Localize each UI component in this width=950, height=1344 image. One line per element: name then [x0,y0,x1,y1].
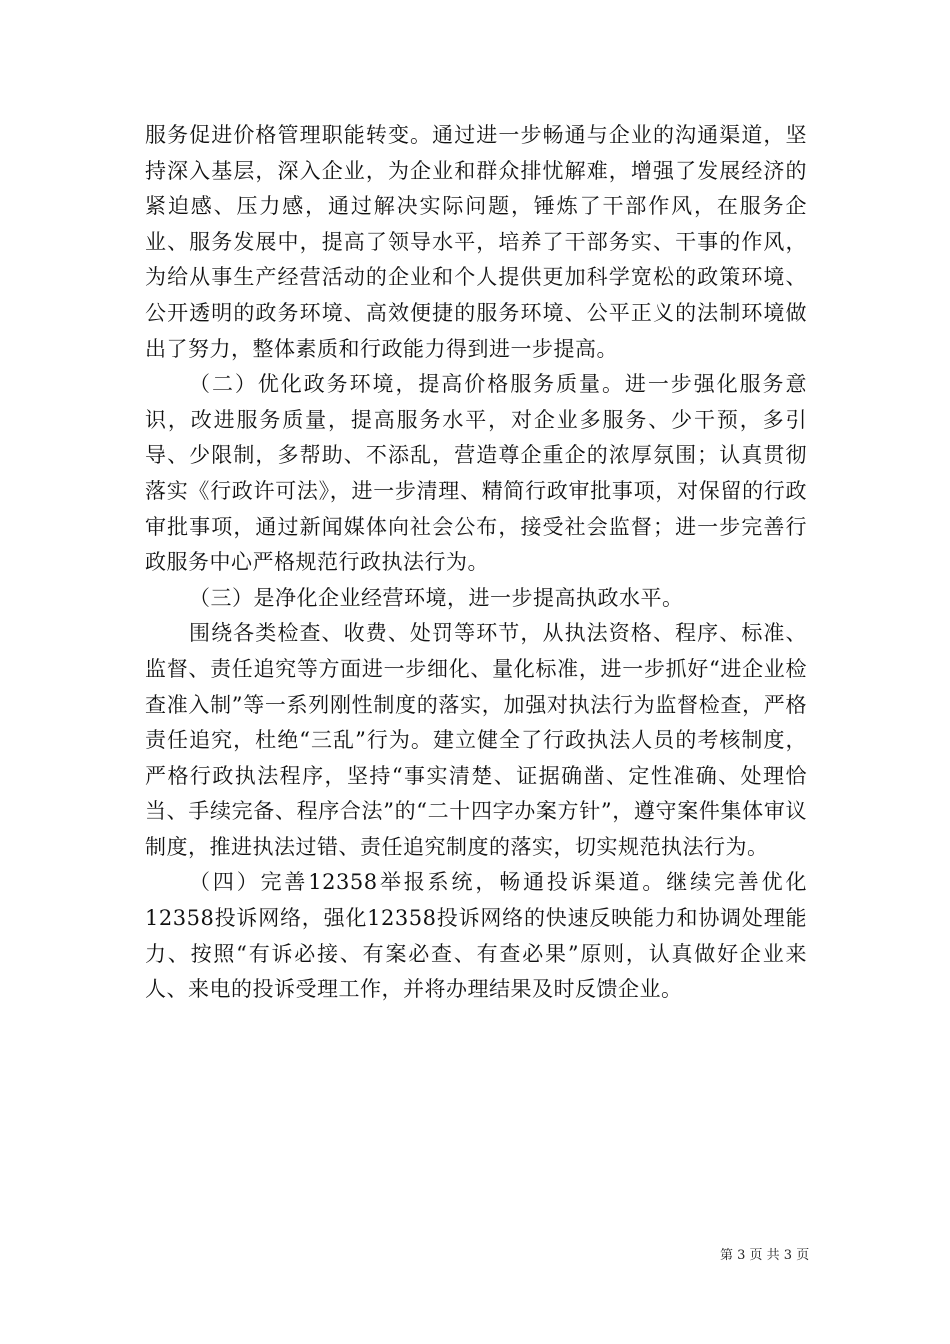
paragraph-service-transformation: 服务促进价格管理职能转变。通过进一步畅通与企业的沟通渠道，坚持深入基层，深入企业，为企业和群众排忧解难，增强了发展经济的紧迫感、压力感，通过解决实际问题，锤炼了干部作风，在服务企业、服务发展中，提高了领导水平，培养了干部务实、干事的作风，为给从事生产经营活动的企业和个人提供更加科学宽松的政策环境、公开透明的政务环境、高效便捷的服务环境、公平正义的法制环境做出了努力，整体素质和行政能力得到进一步提高。 [145,123,807,361]
page-number-footer: 第 3 页 共 3 页 [720,1248,810,1263]
paragraph-purify-business-environment-heading: （三）是净化企业经营环境，进一步提高执政水平。 [189,585,684,610]
document-body [145,118,807,1008]
paragraph-optimize-government-environment: （二）优化政务环境，提高价格服务质量。进一步强化服务意识，改进服务质量，提高服务水平，对企业多服务、少干预，多引导、少限制，多帮助、不添乱，营造尊企重企的浓厚氛围；认真贯彻落实《行政许可法》，进一步清理、精简行政审批事项，对保留的行政审批事项，通过新闻媒体向社会公布，接受社会监督；进一步完善行政服务中心严格规范行政执法行为。 [145,372,807,575]
paragraph-enforcement-standards: 围绕各类检查、收费、处罚等环节，从执法资格、程序、标准、监督、责任追究等方面进一步细化、量化标准，进一步抓好“进企业检查准入制”等一系列刚性制度的落实，加强对执法行为监督检查，严格责任追究，杜绝“三乱”行为。建立健全了行政执法人员的考核制度，严格行政执法程序，坚持“事实清楚、证据确凿、定性准确、处理恰当、手续完备、程序合法”的“二十四字办案方针”，遵守案件集体审议制度，推进执法过错、责任追究制度的落实，切实规范执法行为。 [145,621,807,859]
paragraph-12358-reporting-system: （四）完善12358举报系统，畅通投诉渠道。继续完善优化12358投诉网络，强化12358投诉网络的快速反映能力和协调处理能力、按照“有诉必接、有案必查、有查必果”原则，认真做好企业来人、来电的投诉受理工作，并将办理结果及时反馈企业。 [145,870,807,1002]
